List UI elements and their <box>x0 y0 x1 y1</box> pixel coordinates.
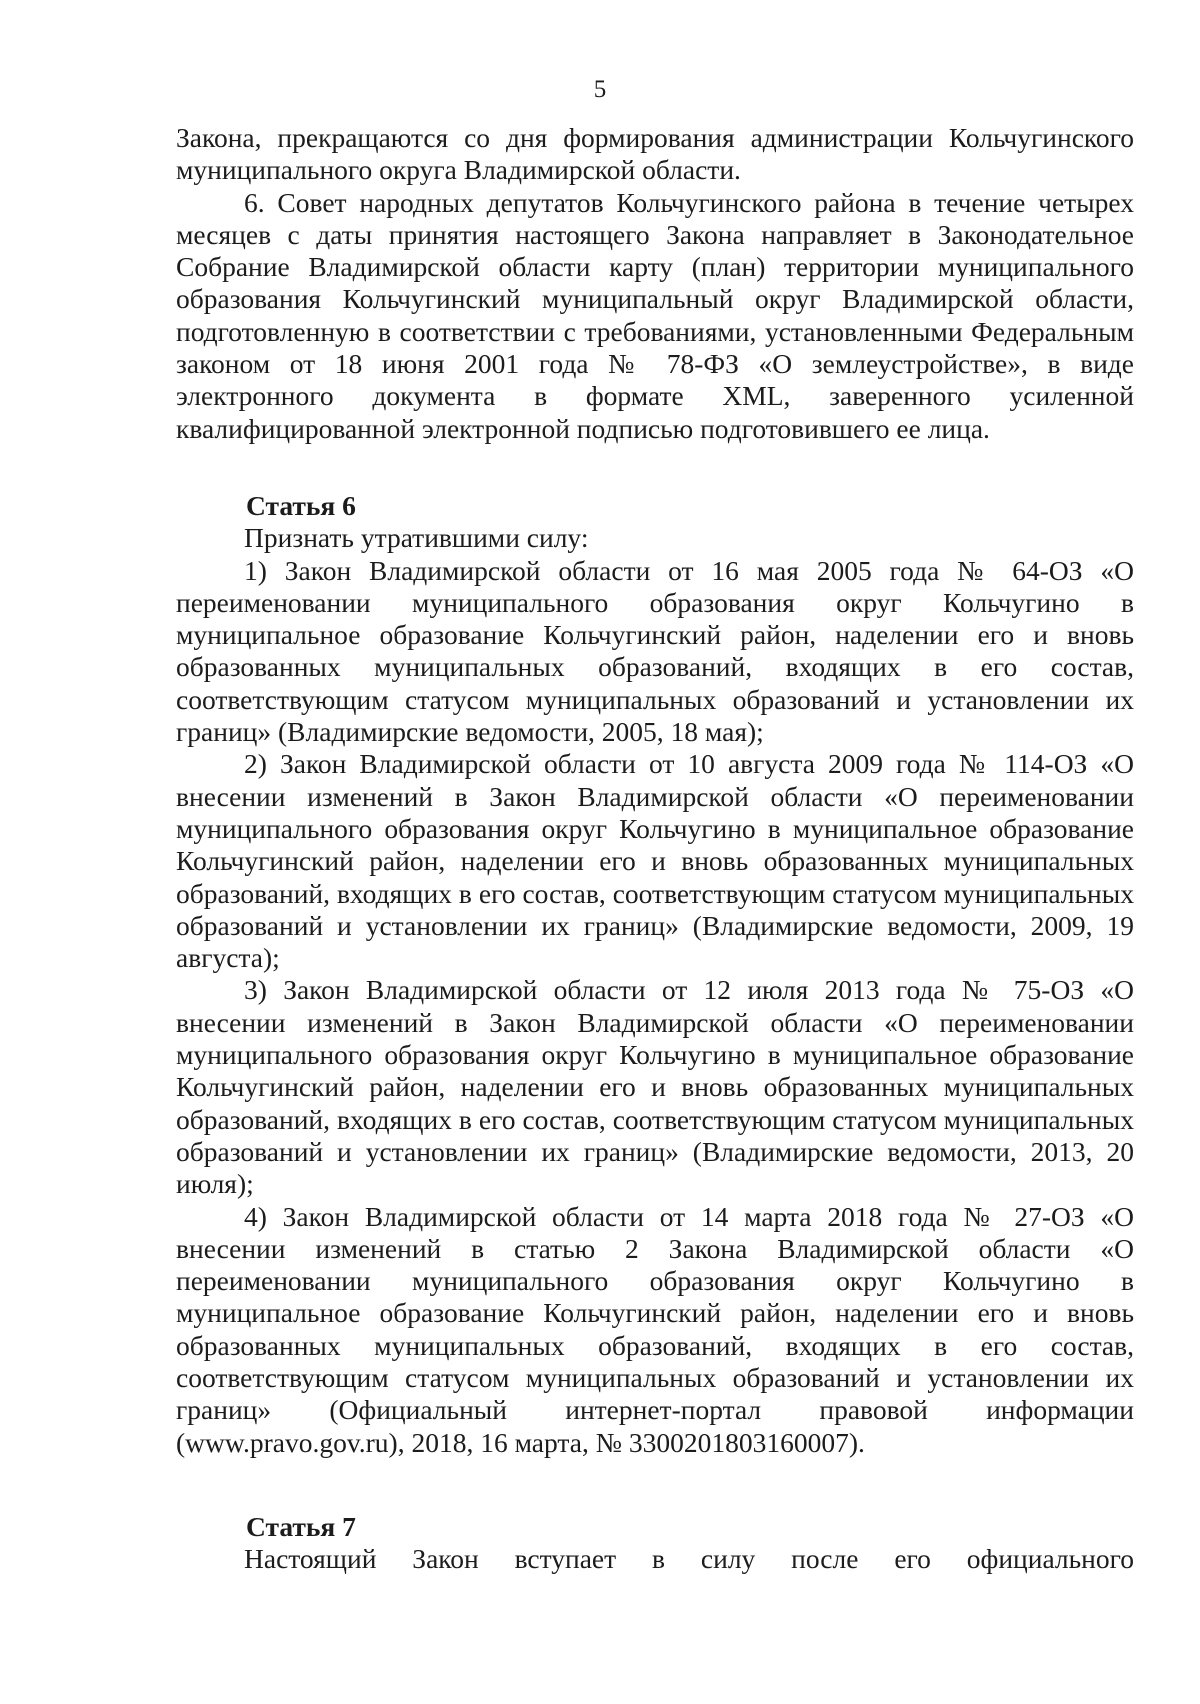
article-6-item-3: 3) Закон Владимирской области от 12 июля 2013 года № 75-ОЗ «О внесении изменений в Закон Владимирской области «О переименовании муниципального образования округ Кольчугино в муниципальное образование Кольчугинский район, наделении его и вновь образованных муниципальных образований, входящих в его состав, соответствующим статусом муниципальных образований и установлении их границ» (Владимирские ведомости, 2013, 20 июля); <box>176 974 1134 1200</box>
article-6-item-4: 4) Закон Владимирской области от 14 марта 2018 года № 27-ОЗ «О внесении изменений в статью 2 Закона Владимирской области «О переименовании муниципального образования округ Кольчугино в муниципальное образование Кольчугинский район, наделении его и вновь образованных муниципальных образований, входящих в его состав, соответствующим статусом муниципальных образований и установлении их границ» (Официальный интернет-портал правовой информации (www.pravo.gov.ru), 2018, 16 марта, № 3300201803160007). <box>176 1200 1134 1458</box>
page-number: 5 <box>593 76 607 103</box>
article-7-heading: Статья 7 <box>246 1510 356 1542</box>
paragraph-item-6: 6. Совет народных депутатов Кольчугинского района в течение четырех месяцев с даты принятия настоящего Закона направляет в Законодательное Собрание Владимирской области карту (план) территории муниципального образования Кольчугинский муниципальный округ Владимирской области, подготовленную в соответствии с требованиями, установленными Федеральным законом от 18 июня 2001 года № 78-ФЗ «О землеустройстве», в виде электронного документа в формате XML, заверенного усиленной квалифицированной электронной подписью подготовившего ее лица. <box>176 186 1134 444</box>
article-6-heading: Статья 6 <box>246 489 356 521</box>
article-6-intro: Признать утратившими силу: <box>244 522 589 554</box>
continuation-paragraph: Закона, прекращаются со дня формирования администрации Кольчугинского муниципального округа Владимирской области. <box>176 122 1134 186</box>
document-body <box>176 122 1134 1575</box>
article-6-item-1: 1) Закон Владимирской области от 16 мая 2005 года № 64-ОЗ «О переименовании муниципального образования округ Кольчугино в муниципальное образование Кольчугинский район, наделении его и вновь образованных муниципальных образований, входящих в его состав, соответствующим статусом муниципальных образований и установлении их границ» (Владимирские ведомости, 2005, 18 мая); <box>176 554 1134 748</box>
article-7-text: Настоящий Закон вступает в силу после его официального <box>244 1543 1134 1575</box>
article-6-item-2: 2) Закон Владимирской области от 10 августа 2009 года № 114-ОЗ «О внесении изменений в Закон Владимирской области «О переименовании муниципального образования округ Кольчугино в муниципальное образование Кольчугинский район, наделении его и вновь образованных муниципальных образований, входящих в его состав, соответствующим статусом муниципальных образований и установлении их границ» (Владимирские ведомости, 2009, 19 августа); <box>176 748 1134 974</box>
